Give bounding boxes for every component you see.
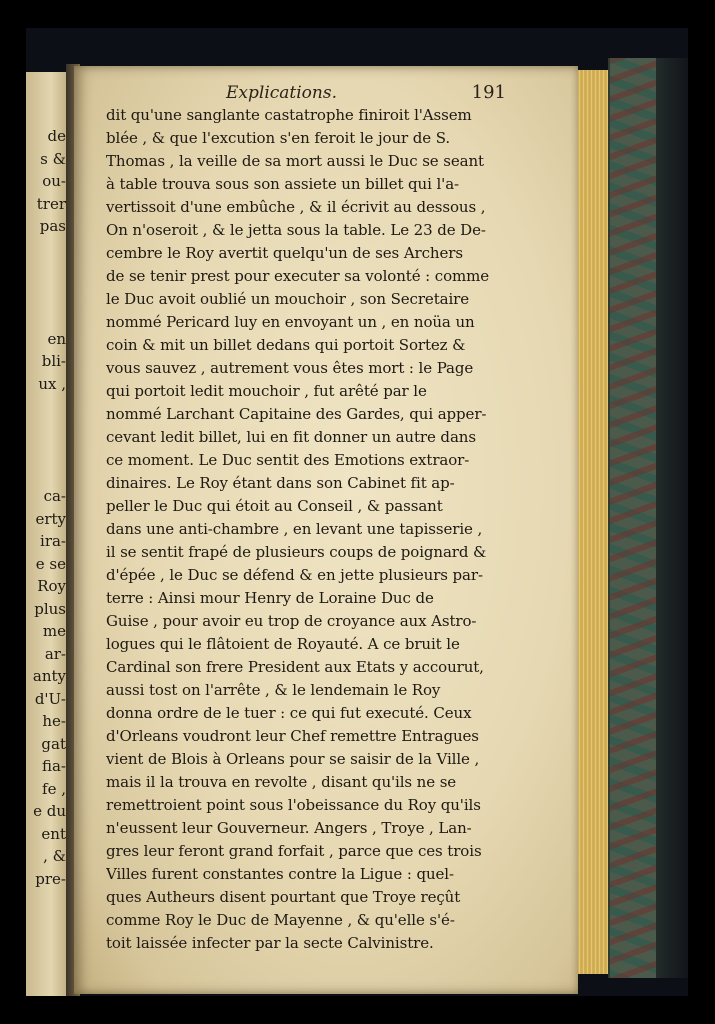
text-line: vient de Blois à Orleans pour se saisir de la Ville , (106, 750, 480, 768)
text-line: coin & mit un billet dedans qui portoit Sortez & (106, 336, 466, 354)
facing-page-fragment: , & (43, 847, 66, 865)
text-line: le Duc avoit oublié un mouchoir , son Secretaire (106, 290, 470, 308)
text-line: il se sentit frapé de plusieurs coups de poignard & (106, 543, 487, 561)
facing-page-fragment (28, 237, 66, 262)
facing-page-fragment: bli- (41, 352, 66, 370)
text-line: cembre le Roy avertit quelqu'un de ses Archers (106, 244, 463, 262)
facing-page-fragment: e se (35, 554, 66, 573)
page-number: 191 (471, 82, 506, 103)
text-line: blée , & que l'excution s'en feroit le jour de S. (106, 129, 451, 147)
text-line: dans une anti-chambre , en levant une tapisserie , (106, 520, 483, 538)
text-line: n'eussent leur Gouverneur. Angers , Troye , Lan- (106, 819, 472, 837)
facing-page-fragment: ux , (38, 374, 66, 393)
facing-page-fragment: me (42, 622, 66, 640)
facing-page-fragment: anty (32, 667, 66, 685)
facing-page-fragment (28, 259, 66, 284)
facing-page-fragment: ca- (43, 487, 66, 505)
facing-page-fragment (28, 282, 66, 307)
gilt-page-edges (578, 70, 608, 974)
text-line: donna ordre de le tuer : ce qui fut executé. Ceux (106, 704, 472, 722)
facing-page-fragment: ou- (42, 172, 66, 190)
text-line: terre : Ainsi mour Henry de Loraine Duc de (106, 589, 434, 607)
text-line: ques Autheurs disent pourtant que Troye reçût (106, 888, 461, 906)
text-line: d'épée , le Duc se défend & en jette plusieurs par- (106, 566, 483, 584)
text-line: dinaires. Le Roy étant dans son Cabinet fit ap- (106, 474, 455, 492)
marbled-cover-board (608, 58, 658, 978)
facing-page-fragment: e du (33, 802, 66, 820)
text-line: aussi tost on l'arrête , & le lendemain le Roy (106, 681, 441, 699)
text-line: toit laissée infecter par la secte Calvinistre. (106, 934, 434, 952)
text-line: cevant ledit billet, lui en fit donner un autre dans (106, 428, 476, 446)
cover-shadow (656, 58, 688, 978)
facing-page-fragment: de (47, 127, 66, 145)
facing-page-edge (26, 72, 70, 996)
text-line: remettroient point sous l'obeissance du Roy qu'ils (106, 796, 481, 814)
facing-page-fragment (28, 394, 66, 419)
facing-page-fragment: plus (34, 599, 66, 618)
facing-page-fragment: pre- (35, 869, 66, 888)
facing-page-fragment: s & (40, 149, 66, 168)
text-line: de se tenir prest pour executer sa volonté : comme (106, 267, 490, 285)
text-line: logues qui le flâtoient de Royauté. A ce bruit le (106, 635, 460, 653)
facing-page-fragment: ira- (40, 532, 66, 550)
text-line: à table trouva sous son assiete un billet qui l'a- (106, 175, 460, 193)
facing-page-fragment (28, 304, 66, 329)
facing-page-fragment: ent (41, 824, 66, 843)
facing-page-fragment (28, 439, 66, 464)
text-line: gres leur feront grand forfait , parce que ces trois (106, 842, 482, 860)
text-line: Cardinal son frere President aux Etats y accourut, (106, 658, 484, 676)
text-line: On n'oseroit , & le jetta sous la table. Le 23 de De- (106, 221, 486, 239)
text-line: d'Orleans voudront leur Chef remettre Entragues (106, 727, 479, 745)
facing-page-fragment: Roy (37, 577, 66, 595)
facing-page-fragment: fe , (42, 779, 66, 798)
text-line: mais il la trouva en revolte , disant qu'ils ne se (106, 773, 457, 791)
page-frame (26, 28, 688, 996)
facing-page-fragment: ar- (44, 644, 66, 663)
facing-page-fragment: en (47, 329, 66, 348)
text-line: peller le Duc qui étoit au Conseil , & passant (106, 497, 443, 515)
facing-page-fragment: fia- (41, 757, 66, 775)
facing-page-fragment: d'U- (34, 689, 66, 708)
text-line: dit qu'une sanglante castatrophe finiroit l'Assem (106, 106, 472, 124)
text-line: ce moment. Le Duc sentit des Emotions extraor- (106, 451, 470, 469)
facing-page-fragment: gat (41, 734, 66, 753)
text-line: Thomas , la veille de sa mort aussi le Duc se seant (106, 152, 484, 170)
text-line: nommé Larchant Capitaine des Gardes, qui apper- (106, 405, 487, 423)
running-title: Explications. (226, 83, 337, 103)
text-line: Guise , pour avoir eu trop de croyance aux Astro- (106, 612, 477, 630)
facing-page-fragment (28, 417, 66, 442)
text-line: vertissoit d'une embûche , & il écrivit au dessous , (106, 198, 486, 216)
body-text (106, 104, 514, 955)
text-line: comme Roy le Duc de Mayenne , & qu'elle s'é- (106, 911, 455, 929)
text-line: qui portoit ledit mouchoir , fut arêté par le (106, 382, 427, 400)
facing-page-fragment (28, 462, 66, 487)
facing-page-fragment: he- (42, 712, 66, 730)
facing-page-fragment: pas (39, 217, 66, 235)
text-line: Villes furent constantes contre la Ligue : quel- (106, 865, 454, 883)
facing-page-fragment: erty (35, 509, 66, 528)
text-line: vous sauvez , autrement vous êtes mort : le Page (106, 359, 474, 377)
text-line: nommé Pericard luy en envoyant un , en noüa un (106, 313, 475, 331)
facing-page-fragment: trer (36, 194, 66, 213)
